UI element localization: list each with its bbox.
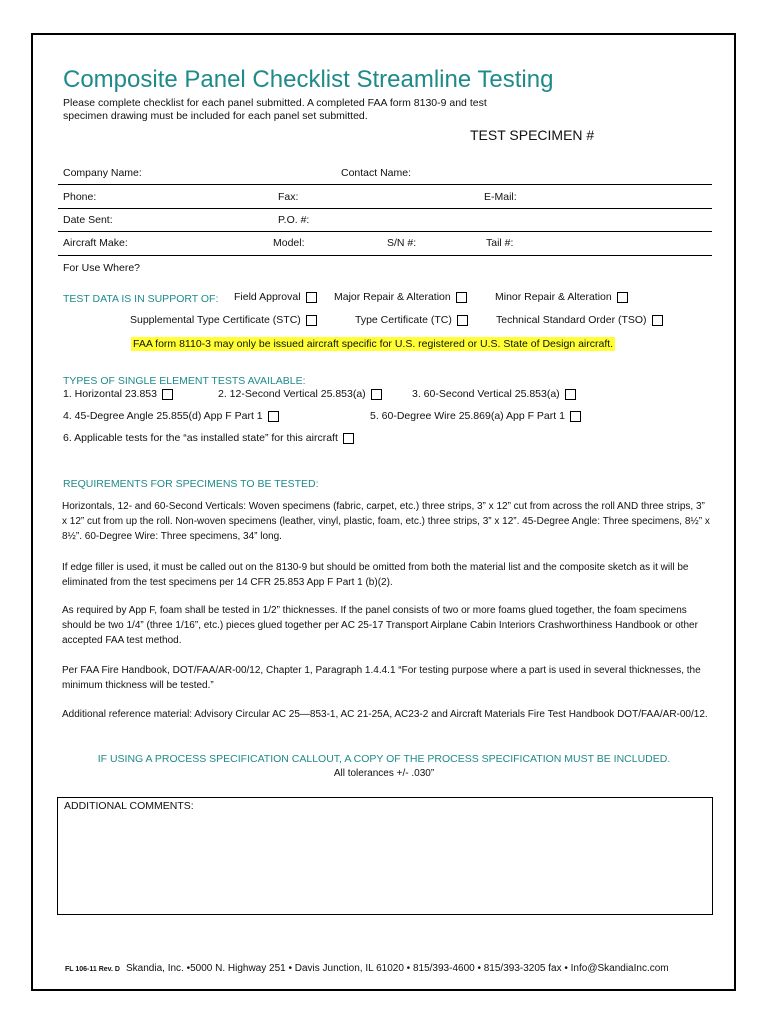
tc-option — [355, 314, 468, 326]
test-4-checkbox[interactable] — [268, 411, 279, 422]
test-4-option — [63, 410, 279, 422]
test-2-option — [218, 388, 382, 400]
minor-repair-label: Minor Repair & Alteration — [495, 291, 612, 303]
form-code: FL 106-11 Rev. D — [65, 966, 120, 973]
faa-notice-highlight: FAA form 8110-3 may only be issued aircraft specific for U.S. registered or U.S. State of Design aircraft. — [133, 338, 614, 350]
test-3-checkbox[interactable] — [565, 389, 576, 400]
support-heading: TEST DATA IS IN SUPPORT OF: — [63, 293, 219, 305]
field-rule — [58, 208, 712, 209]
test-3-label: 3. 60-Second Vertical 25.853(a) — [412, 388, 560, 400]
minor-repair-checkbox[interactable] — [617, 292, 628, 303]
tc-checkbox[interactable] — [457, 315, 468, 326]
test-5-checkbox[interactable] — [570, 411, 581, 422]
tc-label: Type Certificate (TC) — [355, 314, 452, 326]
process-spec-note: IF USING A PROCESS SPECIFICATION CALLOUT, A COPY OF THE PROCESS SPECIFICATION MUST BE INCLUDED. — [97, 753, 671, 765]
test-6-label: 6. Applicable tests for the “as installed state” for this aircraft — [63, 432, 338, 444]
phone-label: Phone: — [63, 191, 97, 203]
field-rule — [58, 184, 712, 185]
tests-heading: TYPES OF SINGLE ELEMENT TESTS AVAILABLE: — [63, 375, 306, 387]
minor-repair-option — [495, 291, 628, 303]
test-2-checkbox[interactable] — [371, 389, 382, 400]
field-rule — [58, 255, 712, 256]
requirements-paragraph-2: If edge filler is used, it must be called out on the 8130-9 but should be omitted from both the material list and the composite sketch as it will be eliminated from the test specimens per 14 CFR 25.853 App F Part 1 (b)(2). — [62, 562, 689, 588]
test-specimen-label: TEST SPECIMEN # — [470, 127, 595, 143]
field-approval-option — [234, 291, 317, 303]
test-4-label: 4. 45-Degree Angle 25.855(d) App F Part 1 — [63, 410, 263, 422]
additional-comments-label: ADDITIONAL COMMENTS: — [64, 800, 194, 812]
tail-label: Tail #: — [486, 237, 514, 249]
test-6-option — [63, 432, 354, 444]
stc-label: Supplemental Type Certificate (STC) — [130, 314, 301, 326]
test-5-label: 5. 60-Degree Wire 25.869(a) App F Part 1 — [370, 410, 565, 422]
aircraft-make-label: Aircraft Make: — [63, 237, 128, 249]
major-repair-label: Major Repair & Alteration — [334, 291, 451, 303]
footer — [65, 963, 669, 974]
date-sent-label: Date Sent: — [63, 214, 113, 226]
email-label: E-Mail: — [484, 191, 517, 203]
page-title: Composite Panel Checklist Streamline Testing — [63, 66, 554, 93]
requirements-paragraph-3: As required by App F, foam shall be tested in 1/2” thicknesses. If the panel consists of two or more foams glued together, the foam specimens should be two 1/4” (three 1/16”, etc.) pieces glued together per AC 25-17 Transport Airplane Cabin Interiors Crashworthiness Handbook or other accepted FAA test method. — [62, 605, 698, 646]
field-rule — [58, 231, 712, 232]
sn-label: S/N #: — [387, 237, 417, 249]
requirements-paragraph-4: Per FAA Fire Handbook, DOT/FAA/AR-00/12, Chapter 1, Paragraph 1.4.4.1 “For testing purpose where a part is used in several thicknesses, the minimum thickness will be tested.” — [62, 665, 701, 691]
stc-checkbox[interactable] — [306, 315, 317, 326]
intro-text: Please complete checklist for each panel submitted. A completed FAA form 8130-9 and test specimen drawing must be included for each panel set submitted. — [63, 97, 487, 122]
tso-label: Technical Standard Order (TSO) — [496, 314, 647, 326]
major-repair-checkbox[interactable] — [456, 292, 467, 303]
tolerances-note: All tolerances +/- .030” — [333, 768, 435, 779]
test-1-option — [63, 388, 173, 400]
use-where-label: For Use Where? — [63, 262, 141, 274]
additional-comments-box[interactable] — [57, 797, 713, 915]
test-6-checkbox[interactable] — [343, 433, 354, 444]
contact-name-label: Contact Name: — [341, 167, 412, 179]
footer-contact: Skandia, Inc. •5000 N. Highway 251 • Davis Junction, IL 61020 • 815/393-4600 • 815/393-3205 fax • Info@SkandiaInc.com — [126, 963, 669, 974]
field-approval-checkbox[interactable] — [306, 292, 317, 303]
stc-option — [130, 314, 317, 326]
po-label: P.O. #: — [278, 214, 310, 226]
test-3-option — [412, 388, 576, 400]
requirements-paragraph-1: Horizontals, 12- and 60-Second Verticals: Woven specimens (fabric, carpet, etc.) three strips, 3” x 12” cut from across the roll AND three strips, 3” x 12” cut from up the roll. Non-woven specimens (leather, vinyl, plastic, foam, etc.) three strips, 3” x 12”. 45-Degree Angle: Three specimens, 8½” x 8½”. 60-Degree Wire: Three specimens, 34” long. — [62, 501, 710, 542]
fax-label: Fax: — [278, 191, 299, 203]
test-2-label: 2. 12-Second Vertical 25.853(a) — [218, 388, 366, 400]
company-name-label: Company Name: — [63, 167, 142, 179]
requirements-paragraph-5: Additional reference material: Advisory Circular AC 25—853-1, AC 21-25A, AC23-2 and Aircraft Materials Fire Test Handbook DOT/FAA/AR-00/12. — [62, 709, 708, 720]
tso-option — [496, 314, 663, 326]
tso-checkbox[interactable] — [652, 315, 663, 326]
requirements-heading: REQUIREMENTS FOR SPECIMENS TO BE TESTED: — [63, 478, 319, 490]
test-5-option — [370, 410, 581, 422]
major-repair-option — [334, 291, 467, 303]
test-1-label: 1. Horizontal 23.853 — [63, 388, 157, 400]
test-1-checkbox[interactable] — [162, 389, 173, 400]
model-label: Model: — [273, 237, 305, 249]
field-approval-label: Field Approval — [234, 291, 301, 303]
